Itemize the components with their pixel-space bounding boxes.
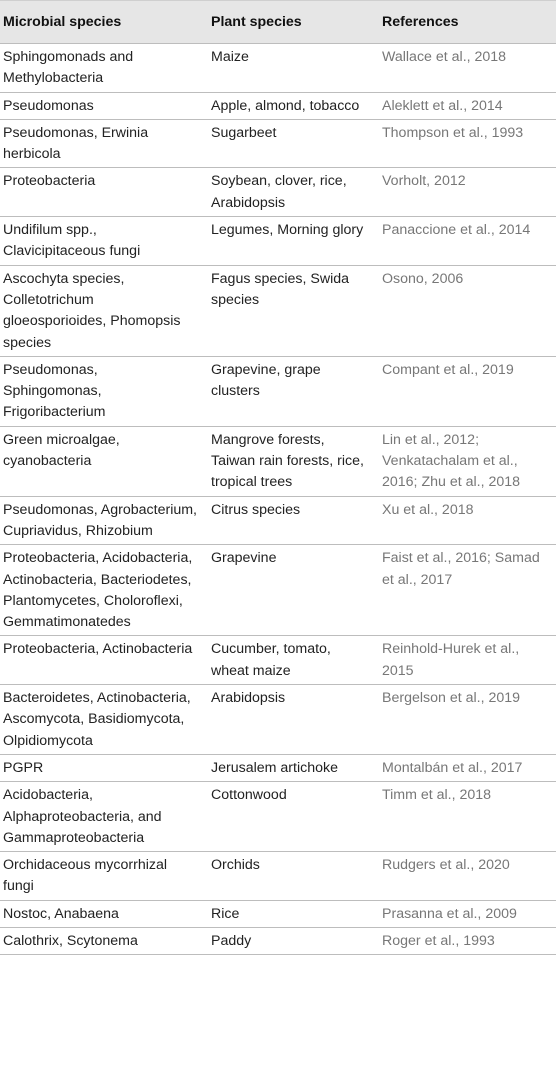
- table-row: [0, 426, 556, 496]
- microbial-species-cell: Proteobacteria, Actinobacteria: [0, 636, 205, 685]
- reference-cell: Thompson et al., 1993: [376, 119, 556, 168]
- reference-cell: Aleklett et al., 2014: [376, 92, 556, 119]
- plant-species-cell: Rice: [205, 900, 376, 927]
- table-row: [0, 265, 556, 356]
- microbial-species-cell: Acidobacteria, Alphaproteobacteria, and Gammaproteobacteria: [0, 782, 205, 852]
- reference-cell: Reinhold-Hurek et al., 2015: [376, 636, 556, 685]
- plant-species-cell: Grapevine, grape clusters: [205, 356, 376, 426]
- plant-species-cell: Maize: [205, 44, 376, 93]
- reference-cell: Montalbán et al., 2017: [376, 754, 556, 781]
- table-row: [0, 782, 556, 852]
- microbial-species-cell: Bacteroidetes, Actinobacteria, Ascomycota, Basidiomycota, Olpidiomycota: [0, 685, 205, 755]
- reference-cell: Faist et al., 2016; Samad et al., 2017: [376, 545, 556, 636]
- microbial-species-cell: Pseudomonas, Agrobacterium, Cupriavidus, Rhizobium: [0, 496, 205, 545]
- table-row: [0, 545, 556, 636]
- reference-cell: Xu et al., 2018: [376, 496, 556, 545]
- table-row: [0, 44, 556, 93]
- header-microbial-species: Microbial species: [0, 1, 205, 44]
- plant-species-cell: Orchids: [205, 852, 376, 901]
- reference-cell: Lin et al., 2012; Venkatachalam et al., 2016; Zhu et al., 2018: [376, 426, 556, 496]
- reference-cell: Timm et al., 2018: [376, 782, 556, 852]
- table-row: [0, 900, 556, 927]
- microbial-species-cell: PGPR: [0, 754, 205, 781]
- plant-species-cell: Paddy: [205, 927, 376, 954]
- plant-species-cell: Mangrove forests, Taiwan rain forests, rice, tropical trees: [205, 426, 376, 496]
- microbial-species-cell: Ascochyta species, Colletotrichum gloeosporioides, Phomopsis species: [0, 265, 205, 356]
- reference-cell: Osono, 2006: [376, 265, 556, 356]
- table-row: [0, 356, 556, 426]
- microbial-species-cell: Nostoc, Anabaena: [0, 900, 205, 927]
- table-row: [0, 92, 556, 119]
- reference-cell: Bergelson et al., 2019: [376, 685, 556, 755]
- table-row: [0, 636, 556, 685]
- reference-cell: Wallace et al., 2018: [376, 44, 556, 93]
- plant-species-cell: Apple, almond, tobacco: [205, 92, 376, 119]
- table-row: [0, 119, 556, 168]
- microbial-species-cell: Pseudomonas, Sphingomonas, Frigoribacterium: [0, 356, 205, 426]
- header-row: [0, 1, 556, 44]
- microbial-species-cell: Pseudomonas, Erwinia herbicola: [0, 119, 205, 168]
- microbial-species-cell: Undifilum spp., Clavicipitaceous fungi: [0, 217, 205, 266]
- table-row: [0, 168, 556, 217]
- plant-species-cell: Citrus species: [205, 496, 376, 545]
- reference-cell: Prasanna et al., 2009: [376, 900, 556, 927]
- plant-species-cell: Cottonwood: [205, 782, 376, 852]
- microbial-species-cell: Calothrix, Scytonema: [0, 927, 205, 954]
- microbial-species-cell: Orchidaceous mycorrhizal fungi: [0, 852, 205, 901]
- reference-cell: Vorholt, 2012: [376, 168, 556, 217]
- microbial-species-cell: Proteobacteria: [0, 168, 205, 217]
- microbial-species-cell: Green microalgae, cyanobacteria: [0, 426, 205, 496]
- plant-species-cell: Soybean, clover, rice, Arabidopsis: [205, 168, 376, 217]
- reference-cell: Rudgers et al., 2020: [376, 852, 556, 901]
- microbial-species-cell: Sphingomonads and Methylobacteria: [0, 44, 205, 93]
- plant-species-cell: Grapevine: [205, 545, 376, 636]
- reference-cell: Compant et al., 2019: [376, 356, 556, 426]
- plant-species-cell: Sugarbeet: [205, 119, 376, 168]
- header-references: References: [376, 1, 556, 44]
- plant-species-cell: Legumes, Morning glory: [205, 217, 376, 266]
- header-plant-species: Plant species: [205, 1, 376, 44]
- plant-species-cell: Fagus species, Swida species: [205, 265, 376, 356]
- table-row: [0, 496, 556, 545]
- table-body: [0, 44, 556, 955]
- reference-cell: Roger et al., 1993: [376, 927, 556, 954]
- table-row: [0, 685, 556, 755]
- reference-cell: Panaccione et al., 2014: [376, 217, 556, 266]
- table-row: [0, 217, 556, 266]
- table-row: [0, 754, 556, 781]
- microbial-species-cell: Pseudomonas: [0, 92, 205, 119]
- plant-species-cell: Jerusalem artichoke: [205, 754, 376, 781]
- plant-species-cell: Cucumber, tomato, wheat maize: [205, 636, 376, 685]
- table-row: [0, 852, 556, 901]
- table-header: [0, 1, 556, 44]
- microbial-species-cell: Proteobacteria, Acidobacteria, Actinobacteria, Bacteriodetes, Plantomycetes, Choloroflexi, Gemmatimonatedes: [0, 545, 205, 636]
- table-row: [0, 927, 556, 954]
- plant-species-cell: Arabidopsis: [205, 685, 376, 755]
